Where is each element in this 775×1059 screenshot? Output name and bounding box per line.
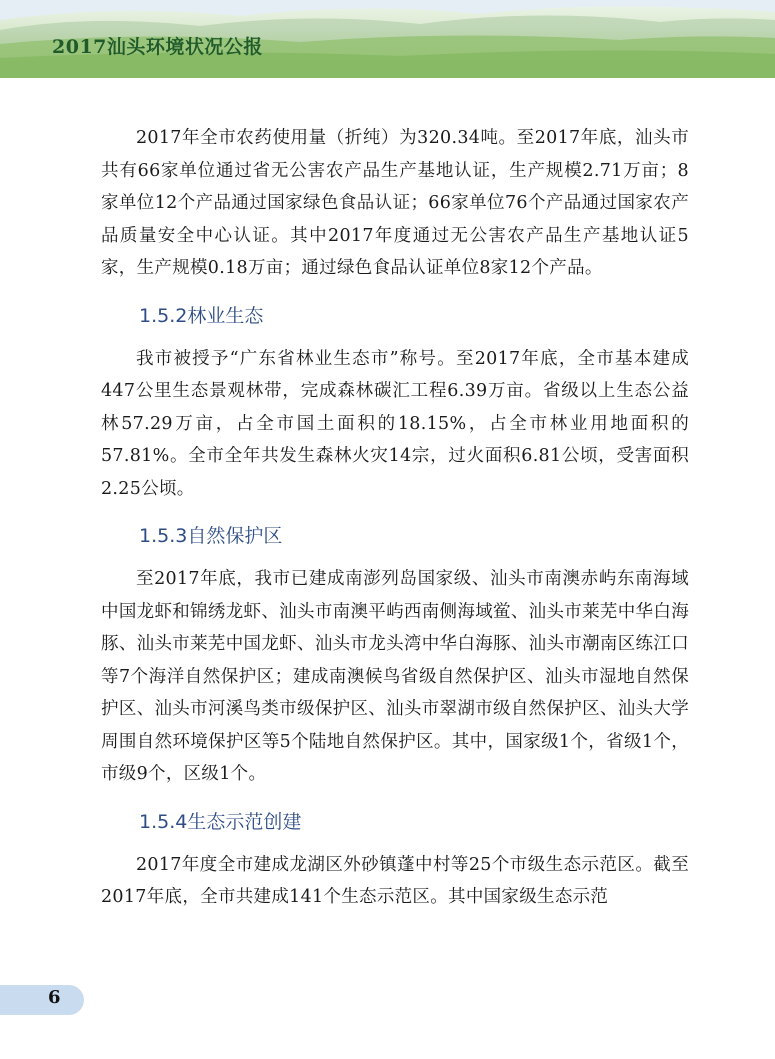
paragraph-pesticide: 2017年全市农药使用量（折纯）为320.34吨。至2017年底，汕头市共有66家单位通过省无公害农产品生产基地认证，生产规模2.71万亩；8家单位12个产品通过国家绿色食品认证；66家单位76个产品通过国家农产品质量安全中心认证。其中2017年度通过无公害农产品生产基地认证5家，生产规模0.18万亩；通过绿色食品认证单位8家12个产品。 [101, 128, 689, 278]
page-number-tab [0, 985, 84, 1015]
paragraph-eco-demonstration: 2017年度全市建成龙湖区外砂镇蓬中村等25个市级生态示范区。截至2017年底，全市共建成141个生态示范区。其中国家级生态示范 [101, 854, 689, 907]
report-title: 2017汕头环境状况公报 [52, 36, 263, 58]
page-number: 6 [48, 987, 61, 1008]
paragraph-forestry: 我市被授予“广东省林业生态市”称号。至2017年底，全市基本建成447公里生态景观林带，完成森林碳汇工程6.39万亩。省级以上生态公益林57.29万亩，占全市国土面积的18.15%，占全市林业用地面积的57.81%。全市全年共发生森林火灾14宗，过火面积6.81公顷，受害面积2.25公顷。 [101, 348, 689, 499]
header-banner [0, 0, 775, 78]
section-heading-nature-reserves: 1.5.3自然保护区 [139, 525, 283, 547]
paragraph-nature-reserves: 至2017年底，我市已建成南澎列岛国家级、汕头市南澳赤屿东南海域中国龙虾和锦绣龙虾、汕头市南澳平屿西南侧海域鲎、汕头市莱芜中华白海豚、汕头市莱芜中国龙虾、汕头市龙头湾中华白海豚、汕头市潮南区练江口等7个海洋自然保护区；建成南澳候鸟省级自然保护区、汕头市湿地自然保护区、汕头市河溪鸟类市级保护区、汕头市翠湖市级自然保护区、汕头大学周围自然环境保护区等5个陆地自然保护区。其中，国家级1个，省级1个，市级9个，区级1个。 [101, 569, 689, 784]
section-heading-forestry: 1.5.2林业生态 [139, 304, 264, 327]
section-heading-eco-demonstration: 1.5.4生态示范创建 [139, 810, 302, 833]
main-content [101, 122, 689, 914]
